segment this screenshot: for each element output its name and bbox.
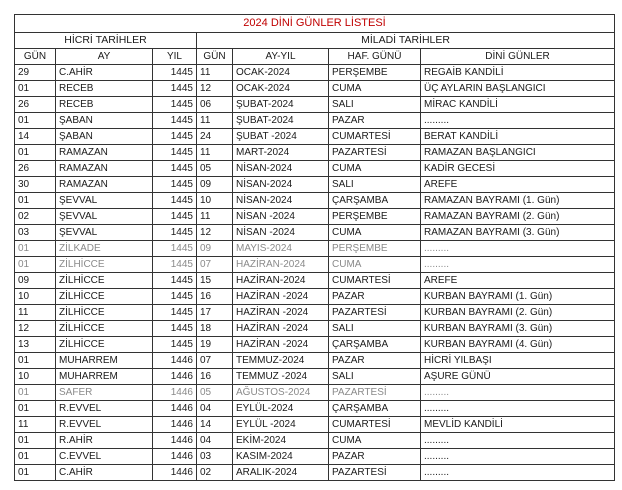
cell-gregorian-day: 09 xyxy=(197,177,233,193)
cell-religious-day: ......... xyxy=(421,113,615,129)
cell-hijri-month: ZİLHİCCE xyxy=(56,289,153,305)
cell-weekday: ÇARŞAMBA xyxy=(329,337,421,353)
cell-hijri-day: 03 xyxy=(15,225,56,241)
cell-hijri-day: 01 xyxy=(15,353,56,369)
cell-weekday: CUMA xyxy=(329,257,421,273)
col-month-year: AY-YIL xyxy=(233,49,329,65)
table-row xyxy=(15,177,615,193)
cell-month-year: EYLÜL-2024 xyxy=(233,401,329,417)
cell-weekday: PERŞEMBE xyxy=(329,209,421,225)
cell-month-year: EYLÜL -2024 xyxy=(233,417,329,433)
cell-weekday: PAZARTESİ xyxy=(329,305,421,321)
cell-weekday: CUMA xyxy=(329,161,421,177)
cell-gregorian-day: 11 xyxy=(197,145,233,161)
cell-hijri-day: 10 xyxy=(15,369,56,385)
cell-hijri-year: 1445 xyxy=(153,81,197,97)
cell-gregorian-day: 07 xyxy=(197,257,233,273)
cell-weekday: CUMA xyxy=(329,433,421,449)
cell-hijri-day: 26 xyxy=(15,161,56,177)
cell-gregorian-day: 16 xyxy=(197,289,233,305)
table-row xyxy=(15,113,615,129)
cell-hijri-month: ŞEVVAL xyxy=(56,193,153,209)
table-row xyxy=(15,257,615,273)
cell-religious-day: BERAT KANDİLİ xyxy=(421,129,615,145)
cell-month-year: HAZİRAN -2024 xyxy=(233,289,329,305)
cell-gregorian-day: 10 xyxy=(197,193,233,209)
cell-hijri-year: 1445 xyxy=(153,193,197,209)
cell-month-year: HAZİRAN -2024 xyxy=(233,305,329,321)
cell-gregorian-day: 04 xyxy=(197,433,233,449)
gregorian-dates-header: MİLADİ TARİHLER xyxy=(197,33,615,49)
cell-hijri-month: MUHARREM xyxy=(56,353,153,369)
cell-religious-day: ......... xyxy=(421,257,615,273)
cell-hijri-day: 12 xyxy=(15,321,56,337)
cell-hijri-day: 29 xyxy=(15,65,56,81)
table-row xyxy=(15,385,615,401)
holidays-table-container xyxy=(14,14,614,481)
cell-gregorian-day: 02 xyxy=(197,465,233,481)
col-religious-day: DİNİ GÜNLER xyxy=(421,49,615,65)
cell-hijri-month: R.EVVEL xyxy=(56,401,153,417)
cell-month-year: TEMMUZ-2024 xyxy=(233,353,329,369)
cell-hijri-month: MUHARREM xyxy=(56,369,153,385)
cell-religious-day: AREFE xyxy=(421,273,615,289)
cell-month-year: NİSAN-2024 xyxy=(233,177,329,193)
cell-hijri-month: R.AHİR xyxy=(56,433,153,449)
cell-gregorian-day: 11 xyxy=(197,113,233,129)
cell-gregorian-day: 09 xyxy=(197,241,233,257)
table-row xyxy=(15,289,615,305)
cell-hijri-year: 1445 xyxy=(153,289,197,305)
cell-hijri-month: RAMAZAN xyxy=(56,145,153,161)
cell-religious-day: AREFE xyxy=(421,177,615,193)
cell-hijri-month: ZİLKADE xyxy=(56,241,153,257)
table-row xyxy=(15,65,615,81)
cell-hijri-year: 1446 xyxy=(153,449,197,465)
religious-days-table xyxy=(14,14,615,481)
cell-hijri-month: ŞABAN xyxy=(56,113,153,129)
cell-weekday: SALI xyxy=(329,177,421,193)
cell-hijri-month: C.AHİR xyxy=(56,65,153,81)
cell-month-year: NİSAN -2024 xyxy=(233,209,329,225)
cell-hijri-day: 01 xyxy=(15,385,56,401)
cell-hijri-year: 1445 xyxy=(153,225,197,241)
cell-hijri-day: 01 xyxy=(15,241,56,257)
table-row xyxy=(15,417,615,433)
cell-hijri-month: RECEB xyxy=(56,81,153,97)
cell-religious-day: AŞURE GÜNÜ xyxy=(421,369,615,385)
table-row xyxy=(15,193,615,209)
table-row xyxy=(15,465,615,481)
table-row xyxy=(15,369,615,385)
col-hijri-year: YIL xyxy=(153,49,197,65)
cell-religious-day: REGAİB KANDİLİ xyxy=(421,65,615,81)
cell-hijri-month: ŞEVVAL xyxy=(56,209,153,225)
cell-hijri-day: 30 xyxy=(15,177,56,193)
cell-hijri-day: 02 xyxy=(15,209,56,225)
cell-hijri-month: C.AHİR xyxy=(56,465,153,481)
cell-religious-day: KURBAN BAYRAMI (3. Gün) xyxy=(421,321,615,337)
cell-hijri-year: 1446 xyxy=(153,433,197,449)
cell-religious-day: RAMAZAN BAŞLANGICI xyxy=(421,145,615,161)
cell-weekday: CUMARTESİ xyxy=(329,129,421,145)
cell-religious-day: KURBAN BAYRAMI (1. Gün) xyxy=(421,289,615,305)
cell-hijri-month: RECEB xyxy=(56,97,153,113)
cell-hijri-day: 01 xyxy=(15,449,56,465)
table-row xyxy=(15,337,615,353)
cell-weekday: PAZAR xyxy=(329,353,421,369)
cell-weekday: PAZAR xyxy=(329,289,421,305)
cell-hijri-month: RAMAZAN xyxy=(56,177,153,193)
cell-hijri-month: ZİLHİCCE xyxy=(56,305,153,321)
table-row xyxy=(15,273,615,289)
cell-religious-day: MEVLİD KANDİLİ xyxy=(421,417,615,433)
col-hijri-month: AY xyxy=(56,49,153,65)
cell-religious-day: ......... xyxy=(421,241,615,257)
cell-weekday: PAZAR xyxy=(329,449,421,465)
cell-hijri-year: 1445 xyxy=(153,305,197,321)
cell-hijri-month: C.EVVEL xyxy=(56,449,153,465)
cell-month-year: HAZİRAN -2024 xyxy=(233,337,329,353)
cell-hijri-year: 1445 xyxy=(153,65,197,81)
table-row xyxy=(15,209,615,225)
cell-month-year: MAYIS-2024 xyxy=(233,241,329,257)
cell-religious-day: ......... xyxy=(421,465,615,481)
cell-hijri-year: 1445 xyxy=(153,273,197,289)
cell-gregorian-day: 05 xyxy=(197,385,233,401)
cell-hijri-month: ZİLHİCCE xyxy=(56,257,153,273)
cell-hijri-month: ZİLHİCCE xyxy=(56,321,153,337)
table-row xyxy=(15,305,615,321)
col-hijri-day: GÜN xyxy=(15,49,56,65)
table-row xyxy=(15,145,615,161)
table-row xyxy=(15,433,615,449)
cell-hijri-day: 26 xyxy=(15,97,56,113)
cell-gregorian-day: 11 xyxy=(197,209,233,225)
cell-hijri-year: 1445 xyxy=(153,145,197,161)
table-row xyxy=(15,449,615,465)
cell-hijri-day: 01 xyxy=(15,433,56,449)
cell-month-year: NİSAN-2024 xyxy=(233,161,329,177)
table-row xyxy=(15,241,615,257)
cell-hijri-year: 1445 xyxy=(153,161,197,177)
cell-hijri-year: 1446 xyxy=(153,465,197,481)
cell-gregorian-day: 05 xyxy=(197,161,233,177)
cell-hijri-year: 1445 xyxy=(153,177,197,193)
cell-gregorian-day: 17 xyxy=(197,305,233,321)
cell-hijri-year: 1445 xyxy=(153,257,197,273)
cell-religious-day: MİRAC KANDİLİ xyxy=(421,97,615,113)
cell-gregorian-day: 18 xyxy=(197,321,233,337)
cell-month-year: HAZİRAN-2024 xyxy=(233,257,329,273)
cell-hijri-year: 1446 xyxy=(153,369,197,385)
cell-weekday: ÇARŞAMBA xyxy=(329,401,421,417)
cell-month-year: NİSAN -2024 xyxy=(233,225,329,241)
cell-gregorian-day: 15 xyxy=(197,273,233,289)
cell-gregorian-day: 24 xyxy=(197,129,233,145)
cell-month-year: AĞUSTOS-2024 xyxy=(233,385,329,401)
cell-month-year: ŞUBAT-2024 xyxy=(233,97,329,113)
cell-gregorian-day: 06 xyxy=(197,97,233,113)
cell-month-year: ŞUBAT -2024 xyxy=(233,129,329,145)
cell-month-year: TEMMUZ -2024 xyxy=(233,369,329,385)
cell-hijri-year: 1445 xyxy=(153,129,197,145)
column-header-row xyxy=(15,49,615,65)
cell-hijri-day: 09 xyxy=(15,273,56,289)
cell-hijri-day: 01 xyxy=(15,465,56,481)
cell-hijri-day: 01 xyxy=(15,401,56,417)
col-weekday: HAF. GÜNÜ xyxy=(329,49,421,65)
cell-hijri-year: 1445 xyxy=(153,241,197,257)
cell-month-year: EKİM-2024 xyxy=(233,433,329,449)
cell-hijri-month: RAMAZAN xyxy=(56,161,153,177)
cell-weekday: PAZARTESİ xyxy=(329,465,421,481)
table-title: 2024 DİNİ GÜNLER LİSTESİ xyxy=(15,15,615,33)
cell-religious-day: HİCRİ YILBAŞI xyxy=(421,353,615,369)
cell-month-year: OCAK-2024 xyxy=(233,81,329,97)
cell-hijri-day: 11 xyxy=(15,417,56,433)
cell-weekday: SALI xyxy=(329,97,421,113)
cell-hijri-day: 10 xyxy=(15,289,56,305)
cell-weekday: CUMA xyxy=(329,225,421,241)
cell-hijri-day: 11 xyxy=(15,305,56,321)
cell-gregorian-day: 12 xyxy=(197,225,233,241)
cell-hijri-day: 01 xyxy=(15,113,56,129)
cell-weekday: CUMARTESİ xyxy=(329,273,421,289)
cell-month-year: OCAK-2024 xyxy=(233,65,329,81)
cell-hijri-month: ŞEVVAL xyxy=(56,225,153,241)
cell-religious-day: KADİR GECESİ xyxy=(421,161,615,177)
cell-weekday: PERŞEMBE xyxy=(329,65,421,81)
table-row xyxy=(15,129,615,145)
cell-hijri-month: SAFER xyxy=(56,385,153,401)
table-row xyxy=(15,161,615,177)
cell-weekday: SALI xyxy=(329,321,421,337)
cell-gregorian-day: 03 xyxy=(197,449,233,465)
cell-hijri-month: ŞABAN xyxy=(56,129,153,145)
cell-weekday: SALI xyxy=(329,369,421,385)
cell-religious-day: RAMAZAN BAYRAMI (2. Gün) xyxy=(421,209,615,225)
cell-gregorian-day: 19 xyxy=(197,337,233,353)
cell-gregorian-day: 04 xyxy=(197,401,233,417)
cell-religious-day: ......... xyxy=(421,449,615,465)
cell-hijri-year: 1445 xyxy=(153,97,197,113)
cell-hijri-day: 13 xyxy=(15,337,56,353)
cell-hijri-year: 1446 xyxy=(153,385,197,401)
hijri-dates-header: HİCRİ TARİHLER xyxy=(15,33,197,49)
cell-hijri-day: 01 xyxy=(15,193,56,209)
cell-religious-day: KURBAN BAYRAMI (2. Gün) xyxy=(421,305,615,321)
cell-religious-day: ......... xyxy=(421,433,615,449)
cell-religious-day: ......... xyxy=(421,401,615,417)
cell-month-year: KASIM-2024 xyxy=(233,449,329,465)
cell-religious-day: KURBAN BAYRAMI (4. Gün) xyxy=(421,337,615,353)
cell-hijri-year: 1446 xyxy=(153,401,197,417)
cell-hijri-day: 14 xyxy=(15,129,56,145)
cell-religious-day: RAMAZAN BAYRAMI (3. Gün) xyxy=(421,225,615,241)
cell-religious-day: ......... xyxy=(421,385,615,401)
cell-hijri-year: 1445 xyxy=(153,337,197,353)
cell-hijri-day: 01 xyxy=(15,81,56,97)
cell-weekday: PAZAR xyxy=(329,113,421,129)
table-row xyxy=(15,81,615,97)
cell-month-year: HAZİRAN-2024 xyxy=(233,273,329,289)
cell-weekday: PAZARTESİ xyxy=(329,385,421,401)
cell-month-year: NİSAN-2024 xyxy=(233,193,329,209)
cell-weekday: CUMA xyxy=(329,81,421,97)
cell-hijri-month: ZİLHİCCE xyxy=(56,337,153,353)
cell-hijri-year: 1446 xyxy=(153,353,197,369)
cell-hijri-year: 1445 xyxy=(153,321,197,337)
cell-gregorian-day: 07 xyxy=(197,353,233,369)
cell-religious-day: RAMAZAN BAYRAMI (1. Gün) xyxy=(421,193,615,209)
cell-gregorian-day: 14 xyxy=(197,417,233,433)
table-row xyxy=(15,401,615,417)
table-body xyxy=(15,65,615,481)
cell-weekday: ÇARŞAMBA xyxy=(329,193,421,209)
cell-hijri-day: 01 xyxy=(15,257,56,273)
cell-month-year: ŞUBAT-2024 xyxy=(233,113,329,129)
cell-month-year: ARALIK-2024 xyxy=(233,465,329,481)
cell-month-year: MART-2024 xyxy=(233,145,329,161)
cell-month-year: HAZİRAN -2024 xyxy=(233,321,329,337)
cell-hijri-year: 1445 xyxy=(153,113,197,129)
cell-weekday: PAZARTESİ xyxy=(329,145,421,161)
cell-gregorian-day: 11 xyxy=(197,65,233,81)
cell-weekday: CUMARTESİ xyxy=(329,417,421,433)
cell-hijri-month: ZİLHİCCE xyxy=(56,273,153,289)
cell-hijri-year: 1445 xyxy=(153,209,197,225)
cell-hijri-month: R.EVVEL xyxy=(56,417,153,433)
cell-gregorian-day: 12 xyxy=(197,81,233,97)
col-gregorian-day: GÜN xyxy=(197,49,233,65)
table-row xyxy=(15,353,615,369)
cell-hijri-day: 01 xyxy=(15,145,56,161)
cell-hijri-year: 1446 xyxy=(153,417,197,433)
table-row xyxy=(15,225,615,241)
cell-gregorian-day: 16 xyxy=(197,369,233,385)
table-row xyxy=(15,97,615,113)
cell-weekday: PERŞEMBE xyxy=(329,241,421,257)
table-row xyxy=(15,321,615,337)
cell-religious-day: ÜÇ AYLARIN BAŞLANGICI xyxy=(421,81,615,97)
